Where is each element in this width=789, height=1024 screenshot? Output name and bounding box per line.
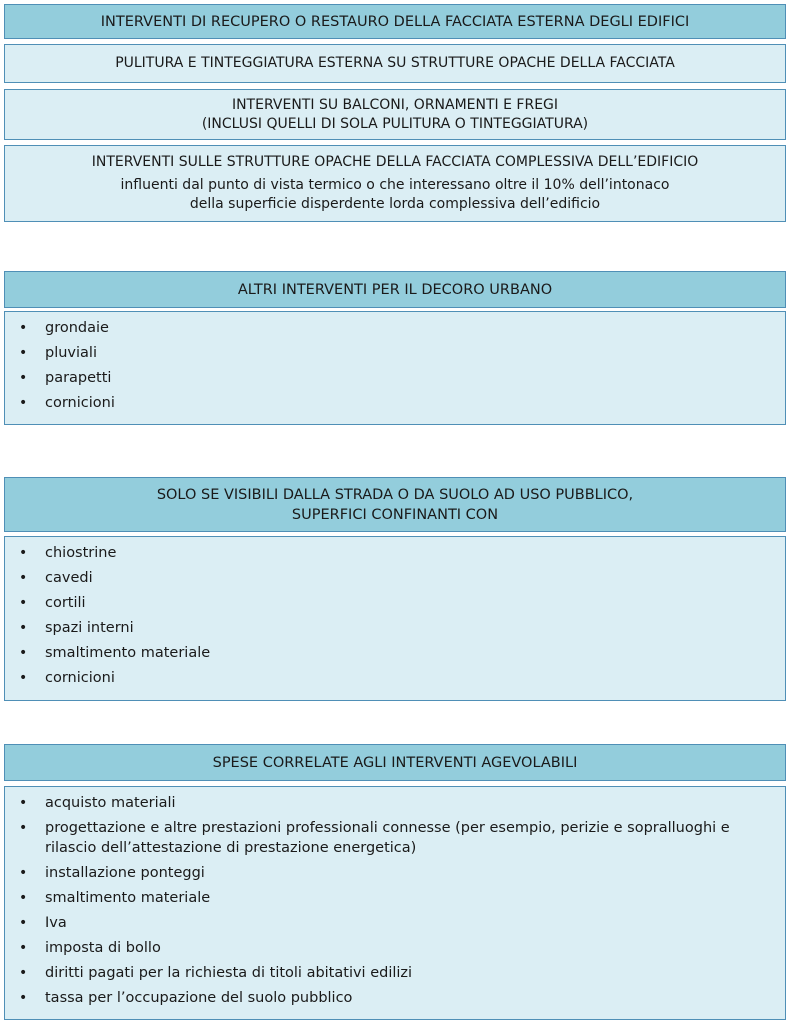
section1-box2-line2: (INCLUSI QUELLI DI SOLA PULITURA O TINTEGGIATURA) bbox=[201, 115, 589, 132]
list-item bbox=[5, 593, 785, 613]
section4-list bbox=[4, 786, 786, 1020]
list-item bbox=[5, 543, 785, 563]
list-item bbox=[5, 888, 785, 908]
section1-box1-text: PULITURA E TINTEGGIATURA ESTERNA SU STRUTTURE OPACHE DELLA FACCIATA bbox=[115, 55, 675, 71]
list-item bbox=[5, 818, 785, 858]
list-item-text: spazi interni bbox=[45, 620, 134, 636]
section4-title-box bbox=[4, 744, 786, 781]
section1-box3-line3: della superficie disperdente lorda complessiva dell’edificio bbox=[189, 196, 601, 212]
bullet-icon: • bbox=[19, 940, 28, 956]
section4-title: SPESE CORRELATE AGLI INTERVENTI AGEVOLABILI bbox=[212, 754, 578, 771]
section3-list bbox=[4, 536, 786, 701]
list-item-text: grondaie bbox=[45, 320, 109, 336]
list-item bbox=[5, 368, 785, 388]
section1-title-box bbox=[4, 4, 786, 39]
list-item-text: smaltimento materiale bbox=[45, 645, 211, 661]
section1-box2 bbox=[4, 89, 786, 140]
bullet-icon: • bbox=[19, 915, 28, 931]
bullet-icon: • bbox=[19, 395, 28, 411]
section1-box2-line1: INTERVENTI SU BALCONI, ORNAMENTI E FREGI bbox=[231, 96, 559, 113]
list-item-text: acquisto materiali bbox=[45, 795, 176, 811]
list-item bbox=[5, 913, 785, 933]
list-item-text: cornicioni bbox=[45, 395, 115, 411]
section1-box3-line2: influenti dal punto di vista termico o che interessano oltre il 10% dell’intonaco bbox=[120, 177, 670, 193]
list-item-text: cortili bbox=[45, 595, 86, 611]
bullet-icon: • bbox=[19, 670, 28, 686]
section2-title: ALTRI INTERVENTI PER IL DECORO URBANO bbox=[237, 281, 553, 298]
section2-list bbox=[4, 311, 786, 425]
bullet-icon: • bbox=[19, 645, 28, 661]
bullet-icon: • bbox=[19, 795, 28, 811]
list-item-text: pluviali bbox=[45, 345, 97, 361]
section1-box3 bbox=[4, 145, 786, 222]
section1-box3-line1: INTERVENTI SULLE STRUTTURE OPACHE DELLA FACCIATA COMPLESSIVA DELL’EDIFICIO bbox=[91, 154, 699, 170]
list-item-text: Iva bbox=[45, 915, 67, 931]
list-item bbox=[5, 793, 785, 813]
bullet-icon: • bbox=[19, 990, 28, 1006]
bullet-icon: • bbox=[19, 965, 28, 981]
bullet-icon: • bbox=[19, 320, 28, 336]
list-item bbox=[5, 938, 785, 958]
bullet-icon: • bbox=[19, 595, 28, 611]
section3-title-line2: SUPERFICI CONFINANTI CON bbox=[291, 506, 499, 523]
list-item-text: progettazione e altre prestazioni professionali connesse (per esempio, perizie e sopralluoghi e rilascio dell’attestazione di prestazione energetica) bbox=[45, 820, 730, 856]
bullet-icon: • bbox=[19, 820, 28, 836]
list-item bbox=[5, 343, 785, 363]
bullet-icon: • bbox=[19, 545, 28, 561]
list-item-text: smaltimento materiale bbox=[45, 890, 211, 906]
section1-box1 bbox=[4, 44, 786, 83]
section2-title-box bbox=[4, 271, 786, 308]
list-item bbox=[5, 668, 785, 688]
list-item bbox=[5, 643, 785, 663]
list-item bbox=[5, 393, 785, 413]
list-item-text: diritti pagati per la richiesta di titoli abitativi edilizi bbox=[45, 965, 413, 981]
bullet-icon: • bbox=[19, 620, 28, 636]
bullet-icon: • bbox=[19, 570, 28, 586]
section3-title-line1: SOLO SE VISIBILI DALLA STRADA O DA SUOLO AD USO PUBBLICO, bbox=[156, 486, 634, 503]
list-item-text: parapetti bbox=[45, 370, 112, 386]
list-item-text: cavedi bbox=[45, 570, 93, 586]
bullet-icon: • bbox=[19, 890, 28, 906]
list-item-text: chiostrine bbox=[45, 545, 117, 561]
list-item-text: imposta di bollo bbox=[45, 940, 161, 956]
section1-title: INTERVENTI DI RECUPERO O RESTAURO DELLA FACCIATA ESTERNA DEGLI EDIFICI bbox=[100, 13, 690, 30]
list-item bbox=[5, 988, 785, 1008]
bullet-icon: • bbox=[19, 345, 28, 361]
list-item-text: tassa per l’occupazione del suolo pubblico bbox=[45, 990, 353, 1006]
bullet-icon: • bbox=[19, 370, 28, 386]
list-item-text: installazione ponteggi bbox=[45, 865, 205, 881]
list-item bbox=[5, 618, 785, 638]
section3-title-box bbox=[4, 477, 786, 532]
list-item bbox=[5, 863, 785, 883]
list-item bbox=[5, 568, 785, 588]
list-item bbox=[5, 318, 785, 338]
bullet-icon: • bbox=[19, 865, 28, 881]
list-item bbox=[5, 963, 785, 983]
list-item-text: cornicioni bbox=[45, 670, 115, 686]
